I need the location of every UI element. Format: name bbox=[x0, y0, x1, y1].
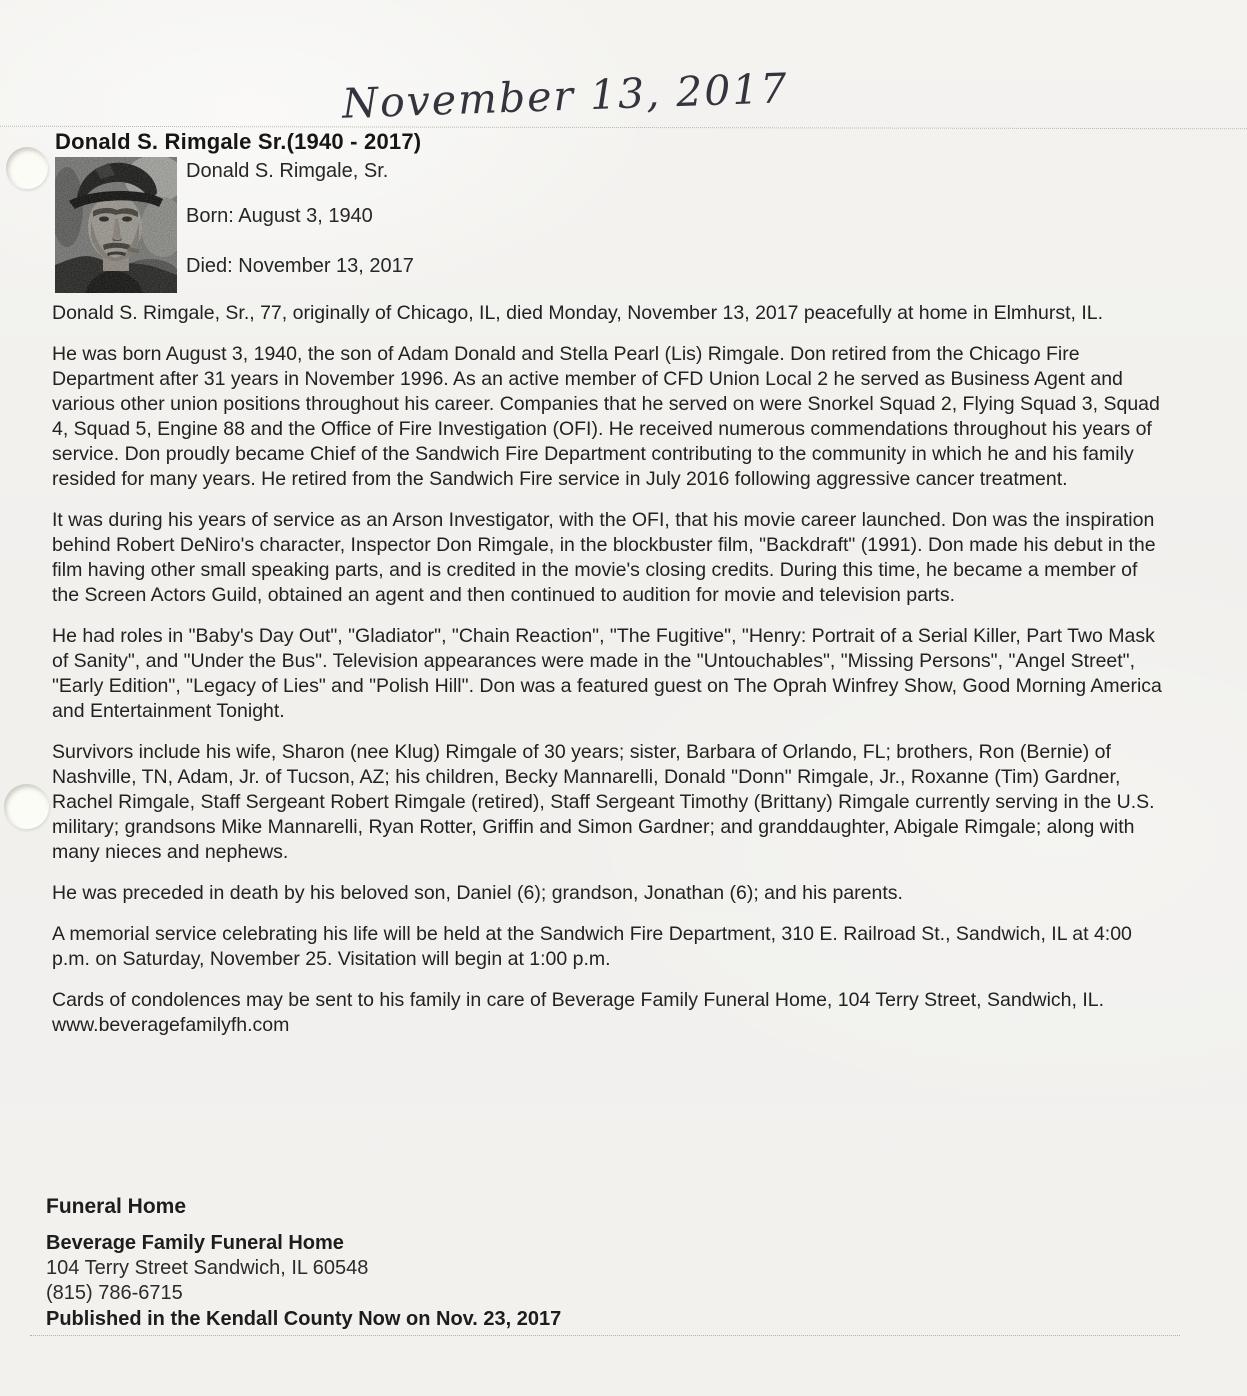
paragraph-intro: Donald S. Rimgale, Sr., 77, originally of Chicago, IL, died Monday, November 13, 2017 peacefully at home in Elmhurst, IL. bbox=[52, 302, 1104, 324]
funeral-home-address: 104 Terry Street Sandwich, IL 60548 bbox=[46, 1257, 369, 1279]
portrait-photo bbox=[55, 157, 177, 293]
handwritten-date: November 13, 2017 bbox=[341, 64, 790, 128]
funeral-home-block bbox=[46, 1196, 561, 1332]
funeral-home-phone: (815) 786-6715 bbox=[46, 1282, 183, 1304]
hole-punch-bottom bbox=[4, 784, 49, 829]
paragraph-roles: He had roles in "Baby's Day Out", "Gladiator", "Chain Reaction", "The Fugitive", "Henry: Portrait of a Serial Killer, Part Two Mask of Sanity", and "Under the Bus". Television appearances were made in the "Untouchables", "Missing Persons", "Angel Street", "Early Edition", "Legacy of Lies" and "Polish Hill". Don was a featured guest on The Oprah Winfrey Show, Good Morning America and Entertainment Tonight. bbox=[52, 625, 1162, 722]
funeral-home-heading: Funeral Home bbox=[46, 1195, 187, 1218]
funeral-home-name: Beverage Family Funeral Home bbox=[46, 1232, 344, 1254]
vitals-name: Donald S. Rimgale, Sr. bbox=[186, 160, 389, 182]
obituary-title: Donald S. Rimgale Sr.(1940 - 2017) bbox=[55, 129, 422, 154]
hole-punch-top bbox=[6, 147, 48, 189]
vitals-born: Born: August 3, 1940 bbox=[186, 205, 373, 227]
paragraph-career: He was born August 3, 1940, the son of Adam Donald and Stella Pearl (Lis) Rimgale. Don retired from the Chicago Fire Department after 31 years in November 1996. As an active member of CFD Union Local 2 he served as Business Agent and various other union positions throughout his career. Companies that he served on were Snorkel Squad 2, Flying Squad 3, Squad 4, Squad 5, Engine 88 and the Office of Fire Investigation (OFI). He received numerous commendations throughout his years of service. Don proudly became Chief of the Sandwich Fire Department contributing to the community in which he and his family resided for many years. He retired from the Sandwich Fire service in July 2016 following aggressive cancer treatment. bbox=[52, 343, 1160, 490]
vitals-died: Died: November 13, 2017 bbox=[186, 255, 414, 277]
paragraph-condolences: Cards of condolences may be sent to his family in care of Beverage Family Funeral Home, 104 Terry Street, Sandwich, IL. www.beveragefamilyfh.com bbox=[52, 989, 1105, 1036]
bottom-divider-line bbox=[30, 1335, 1180, 1336]
paragraph-survivors: Survivors include his wife, Sharon (nee Klug) Rimgale of 30 years; sister, Barbara of Orlando, FL; brothers, Ron (Bernie) of Nashville, TN, Adam, Jr. of Tucson, AZ; his children, Becky Mannarelli, Donald "Donn" Rimgale, Jr., Roxanne (Tim) Gardner, Rachel Rimgale, Staff Sergeant Robert Rimgale (retired), Staff Sergeant Timothy (Brittany) Rimgale currently serving in the U.S. military; grandsons Mike Mannarelli, Ryan Rotter, Griffin and Simon Gardner; and granddaughter, Abigale Rimgale; along with many nieces and nephews. bbox=[52, 741, 1155, 863]
paragraph-preceded: He was preceded in death by his beloved son, Daniel (6); grandson, Jonathan (6); and his parents. bbox=[52, 882, 903, 904]
paragraph-movie-career: It was during his years of service as an Arson Investigator, with the OFI, that his movie career launched. Don was the inspiration behind Robert DeNiro's character, Inspector Don Rimgale, in the blockbuster film, "Backdraft" (1991). Don made his debut in the film having other small speaking parts, and is credited in the movie's closing credits. During this time, he became a member of the Screen Actors Guild, obtained an agent and then continued to audition for movie and television parts. bbox=[52, 509, 1156, 606]
vitals-block bbox=[186, 161, 414, 277]
obituary-body bbox=[52, 301, 1168, 1054]
paragraph-memorial-service: A memorial service celebrating his life will be held at the Sandwich Fire Department, 310 E. Railroad St., Sandwich, IL at 4:00 p.m. on Saturday, November 25. Visitation will begin at 1:00 p.m. bbox=[52, 923, 1132, 970]
published-line: Published in the Kendall County Now on Nov. 23, 2017 bbox=[46, 1308, 562, 1330]
